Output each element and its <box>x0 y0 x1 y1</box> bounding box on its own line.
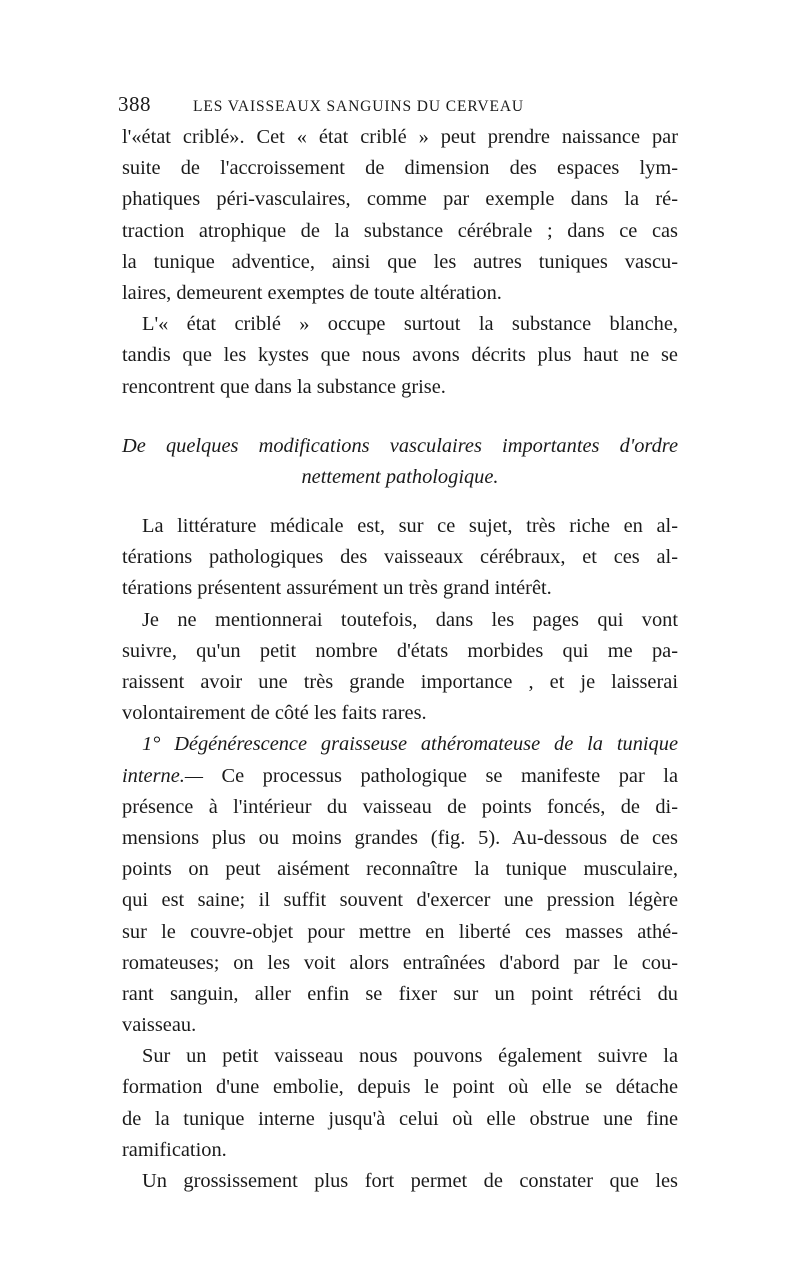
paragraph-embolie <box>122 1041 678 1166</box>
text-line: suivre, qu'un petit nombre d'états morbides qui me pa- <box>122 639 678 662</box>
text-line: formation d'une embolie, depuis le point où elle se détache <box>122 1076 678 1099</box>
text-line: Sur un petit vaisseau nous pouvons également suivre la <box>142 1045 678 1068</box>
text-line: volontairement de côté les faits rares. <box>122 702 427 725</box>
text-line: vaisseau. <box>122 1014 197 1037</box>
text-line: rant sanguin, aller enfin se fixer sur un point rétréci du <box>122 982 678 1005</box>
text-line: points on peut aisément reconnaître la tunique musculaire, <box>122 858 678 881</box>
text-run: Ce processus pathologique se manifeste par la <box>221 764 678 787</box>
section-title-line: nettement pathologique. <box>301 465 499 488</box>
paragraph-litterature <box>122 511 678 605</box>
running-title: LES VAISSEAUX SANGUINS DU CERVEAU <box>193 98 525 115</box>
paragraph-degenerescence <box>122 729 678 1041</box>
subsection-heading-end: interne.— <box>122 764 203 787</box>
text-line: ramification. <box>122 1138 227 1161</box>
text-line: traction atrophique de la substance cérébrale ; dans ce cas <box>122 219 678 242</box>
page-number: 388 <box>118 92 151 116</box>
paragraph-etat-crible-origin <box>122 122 678 309</box>
text-line: Je ne mentionnerai toutefois, dans les pages qui vont <box>142 608 678 631</box>
page-body <box>122 122 678 1197</box>
text-line: Un grossissement plus fort permet de constater que les <box>142 1170 678 1192</box>
section-heading <box>122 431 678 493</box>
subsection-heading: 1° Dégénérescence graisseuse athéromateuse de la tunique <box>142 733 678 756</box>
text-line: l'«état criblé». Cet « état criblé » peut prendre naissance par <box>122 126 678 148</box>
paragraph-grossissement <box>122 1166 678 1197</box>
section-title-line: De quelques modifications vasculaires importantes d'ordre <box>122 434 678 457</box>
text-line: de la tunique interne jusqu'à celui où elle obstrue une fine <box>122 1107 678 1130</box>
text-line: La littérature médicale est, sur ce sujet, très riche en al- <box>142 515 678 538</box>
text-line: romateuses; on les voit alors entraînées d'abord par le cou- <box>122 951 678 974</box>
text-line: présence à l'intérieur du vaisseau de points foncés, de di- <box>122 795 678 818</box>
running-head <box>118 92 688 117</box>
text-line <box>122 761 678 792</box>
text-line: phatiques péri-vasculaires, comme par exemple dans la ré- <box>122 188 678 211</box>
text-line: raissent avoir une très grande importance , et je laisserai <box>122 671 678 693</box>
text-line: qui est saine; il suffit souvent d'exercer une pression légère <box>122 889 678 912</box>
text-line: suite de l'accroissement de dimension des espaces lym- <box>122 157 678 180</box>
text-line: rencontrent que dans la substance grise. <box>122 375 446 398</box>
text-line: L'« état criblé » occupe surtout la substance blanche, <box>142 313 678 336</box>
text-line: sur le couvre-objet pour mettre en liberté ces masses athé- <box>122 920 678 943</box>
text-line: mensions plus ou moins grandes (fig. 5). Au-dessous de ces <box>122 826 678 849</box>
paragraph-mention <box>122 605 678 730</box>
text-line: térations présentent assurément un très grand intérêt. <box>122 577 552 600</box>
text-line: térations pathologiques des vaisseaux cérébraux, et ces al- <box>122 546 678 569</box>
text-line: laires, demeurent exemptes de toute altération. <box>122 281 502 304</box>
text-line: la tunique adventice, ainsi que les autres tuniques vascu- <box>122 250 678 273</box>
text-line: tandis que les kystes que nous avons décrits plus haut ne se <box>122 344 678 367</box>
paragraph-etat-crible-location <box>122 309 678 403</box>
